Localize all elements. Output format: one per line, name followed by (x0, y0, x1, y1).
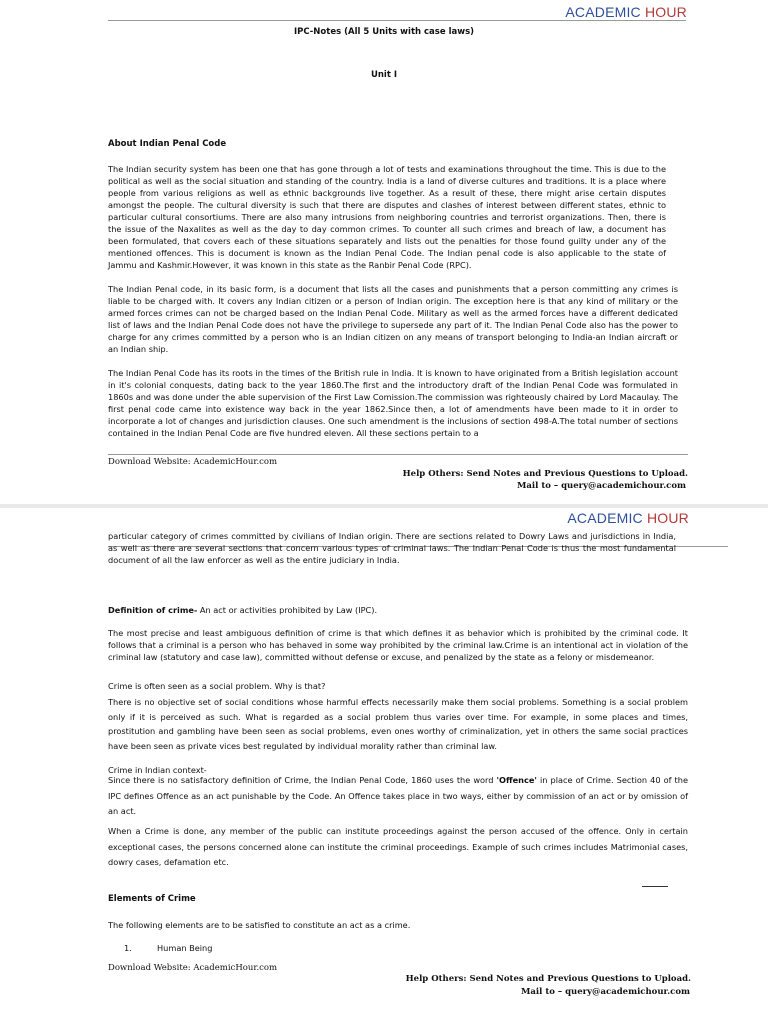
paragraph-continuation: particular category of crimes committed by civilians of Indian origin. There are sections related to Dowry Laws and jurisdictions in India, as well as there are several sections that concern various types of criminal laws. The Indian Penal Code is thus the most fundamental document of all the law enforcer as well as the entire judiciary in India. (108, 531, 676, 565)
footer-mail: Mail to – query@academichour.com (520, 987, 690, 997)
definition-text: An act or activities prohibited by Law (IPC). (197, 605, 378, 615)
section-heading-about-ipc: About Indian Penal Code (108, 139, 227, 149)
brand-hour: HOUR (644, 4, 687, 20)
elements-intro: The following elements are to be satisfied to constitute an act as a crime. (108, 920, 411, 930)
list-number: 1. (124, 943, 132, 953)
paragraph-indian-context: Since there is no satisfactory definition of Crime, the Indian Penal Code, 1860 uses the word 'Offence' in place of Crime. Section 40 of the IPC defines Offence as an act punishable by the Code. An Offence takes place in two ways, either by commission of an act or by omission of an act. (108, 775, 688, 816)
elements-of-crime-heading: Elements of Crime (108, 894, 196, 904)
definition-heading: Definition of crime- (108, 605, 198, 615)
footer-help-others: Help Others: Send Notes and Previous Questions to Upload. (405, 974, 691, 984)
header-rule (108, 20, 686, 21)
footer-help-others: Help Others: Send Notes and Previous Questions to Upload. (402, 469, 688, 479)
short-divider (642, 886, 668, 887)
unit-heading: Unit I (370, 70, 398, 80)
brand-logo (565, 4, 687, 20)
brand-academic: ACADEMIC (567, 510, 643, 526)
paragraph-basic-form: The Indian Penal code, in its basic form, is a document that lists all the cases and punishments that a person committing any crimes is liable to be charged with. It covers any Indian citizen or a person of Indian origin. The exception here is that any kind of military or the armed forces crimes can not be charged based on the Indian Penal Code. Military as well as the armed forces have a different dedicated list of laws and the Indian Penal Code does not have the privilege to supersede any part of it. The Indian Penal Code also has the power to charge for any crimes committed by a person who is an Indian citizen on any means of transport belonging to India-an Indian aircraft or an Indian ship. (108, 284, 678, 354)
offence-term: 'Offence' (496, 775, 537, 785)
crime-indian-context-heading: Crime in Indian context- (108, 765, 207, 775)
paragraph-definition: The most precise and least ambiguous definition of crime is that which defines it as behavior which is prohibited by the criminal code. It follows that a criminal is a person who has behaved in some way prohibited by the criminal law.Crime is an intentional act in violation of the criminal law (statutory and case law), committed without defense or excuse, and penalized by the state as a felony or misdemeanor. (108, 628, 688, 662)
document-page-2 (0, 508, 768, 1024)
document-page-1 (0, 0, 768, 504)
brand-logo (567, 510, 689, 526)
paragraph-social-problem: There is no objective set of social conditions whose harmful effects necessarily make them social problems. Something is a social problem only if it is perceived as such. What is regarded as a social problem thus varies over time. For example, in some places and times, prostitution and gambling have been seen as social problems, even ones worthy of criminalization, yet in others the same social practices have been seen as private vices best regulated by individual morality rather than criminal law. (108, 697, 688, 752)
definition-of-crime (108, 604, 688, 616)
footer-download-website: Download Website: AcademicHour.com (108, 457, 278, 467)
footer-mail: Mail to – query@academichour.com (516, 481, 686, 491)
social-problem-question: Crime is often seen as a social problem. Why is that? (108, 681, 326, 691)
brand-academic: ACADEMIC (565, 4, 641, 20)
list-item-human-being: Human Being (157, 943, 213, 953)
footer-rule (108, 454, 688, 455)
brand-hour: HOUR (646, 510, 689, 526)
document-title: IPC-Notes (All 5 Units with case laws) (293, 27, 475, 37)
paragraph-when-crime-done: When a Crime is done, any member of the public can institute proceedings against the person accused of the offence. Only in certain exceptional cases, the persons concerned alone can institute the criminal proceedings. Example of such crimes includes Matrimonial cases, dowry cases, defamation etc. (108, 826, 688, 867)
paragraph-history: The Indian Penal Code has its roots in the times of the British rule in India. It is known to have originated from a British legislation account in it's colonial conquests, dating back to the year 1860.The first and the introductory draft of the Indian Penal Code was formulated in 1860s and was done under the able supervision of the First Law Comission.The commission was righteously chaired by Lord Macaulay. The first penal code came into existence way back in the year 1862.Since then, a lot of amendments have been made to it in order to incorporate a lot of changes and jurisdiction clauses. One such amendment is the inclusions of section 498-A.The total number of sections contained in the Indian Penal Code are five hundred eleven. All these sections pertain to a (108, 368, 678, 438)
paragraph-intro: The Indian security system has been one that has gone through a lot of tests and examinations throughout the time. This is due to the political as well as the social situation and standing of the country. India is a land of diverse cultures and traditions. It is a place where people from various religions as well as ethnic backgrounds live together. As a result of these, there might arise certain disputes amongst the people. The cultural diversity is such that there are disputes and clashes of interest between different states, ethnic to particular cultural consortiums. There are also many intrusions from neighboring countries and terrorist organizations. Then, there is the issue of the Naxalites as well as the day to day common crimes. To counter all such crimes and breach of law, a document has been formulated, that covers each of these situations separately and lists out the penalties for those found guilty under any of the mentioned offences. This is document is known as the Indian Penal Code. The Indian penal code is also applicable to the state of Jammu and Kashmir.However, it was known in this state as the Ranbir Penal Code (RPC). (108, 164, 666, 270)
footer-download-website: Download Website: AcademicHour.com (108, 963, 278, 973)
